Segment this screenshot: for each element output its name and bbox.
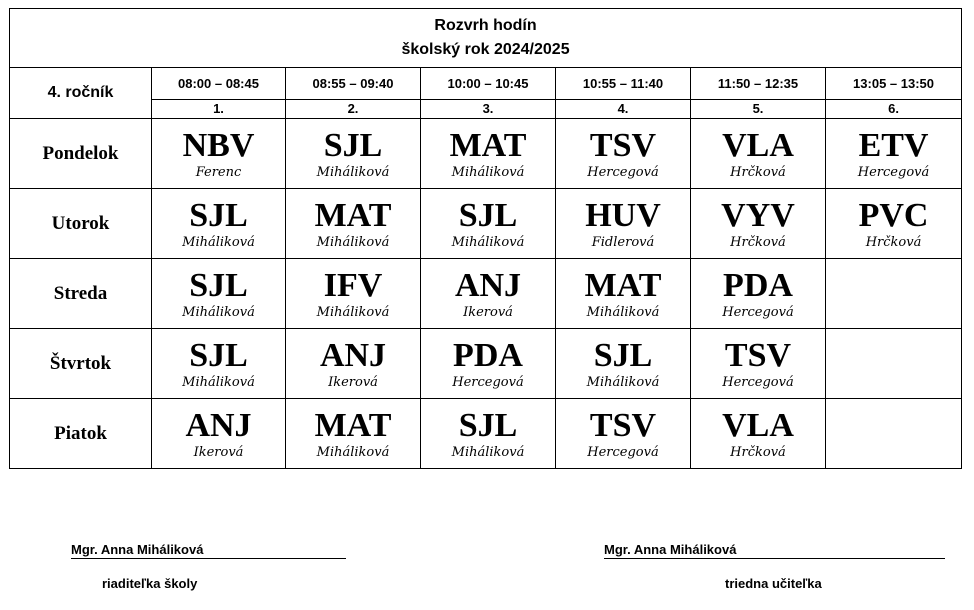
lesson-subject: VLA xyxy=(722,126,794,164)
lesson-teacher: Miháliková xyxy=(451,234,525,250)
lesson-teacher: Miháliková xyxy=(182,234,255,250)
lesson-cell xyxy=(826,119,962,189)
lesson-subject: SJL xyxy=(323,126,383,164)
signature-right-role: triedna učiteľka xyxy=(725,576,822,591)
signature-left-role: riaditeľka školy xyxy=(102,576,198,591)
lesson-teacher: Miháliková xyxy=(182,304,255,320)
title-line-2: školský rok 2024/2025 xyxy=(401,41,570,58)
lesson-cell xyxy=(286,119,421,189)
signature-left xyxy=(71,542,346,591)
lesson-cell xyxy=(152,259,286,329)
period-number: 1. xyxy=(152,100,286,119)
day-row xyxy=(10,119,962,189)
lesson-subject: VLA xyxy=(722,406,794,444)
lesson-teacher: Hrčková xyxy=(730,444,786,460)
lesson-subject: ANJ xyxy=(454,266,522,304)
period-time: 08:00 – 08:45 xyxy=(152,68,286,100)
lesson-teacher: Hrčková xyxy=(865,234,922,250)
day-rows xyxy=(10,119,962,469)
lesson-subject: SJL xyxy=(189,196,248,234)
lesson-teacher: Hrčková xyxy=(730,164,786,180)
lesson-teacher: Ikerová xyxy=(328,374,378,390)
lesson-cell xyxy=(421,189,556,259)
lesson-subject: IFV xyxy=(323,266,383,304)
day-name: Pondelok xyxy=(10,119,152,189)
lesson-cell xyxy=(691,119,826,189)
lesson-teacher: Fidlerová xyxy=(591,234,655,250)
lesson-cell xyxy=(556,259,691,329)
lesson-subject: MAT xyxy=(449,126,527,164)
lesson-teacher: Miháliková xyxy=(451,164,525,180)
lesson-cell xyxy=(556,189,691,259)
period-number: 6. xyxy=(826,100,962,119)
lesson-cell xyxy=(826,399,962,469)
period-time: 10:55 – 11:40 xyxy=(556,68,691,100)
lesson-cell xyxy=(421,399,556,469)
lesson-subject: PVC xyxy=(858,196,929,234)
lesson-cell xyxy=(691,399,826,469)
lesson-cell xyxy=(286,189,421,259)
lesson-teacher: Miháliková xyxy=(316,444,390,460)
lesson-cell xyxy=(421,329,556,399)
lesson-subject: TSV xyxy=(589,406,657,444)
lesson-cell xyxy=(556,399,691,469)
lesson-subject: TSV xyxy=(589,126,657,164)
grade-label: 4. ročník xyxy=(10,68,152,119)
lesson-teacher: Hercegová xyxy=(722,374,794,390)
lesson-teacher: Miháliková xyxy=(316,304,390,320)
lesson-subject: VYV xyxy=(721,196,795,234)
signature-right xyxy=(604,542,945,591)
lesson-cell xyxy=(421,259,556,329)
lesson-teacher: Miháliková xyxy=(316,164,390,180)
lesson-subject: MAT xyxy=(584,266,662,304)
lesson-teacher: Hercegová xyxy=(587,164,659,180)
period-time: 10:00 – 10:45 xyxy=(421,68,556,100)
lesson-subject: HUV xyxy=(585,196,661,234)
lesson-subject: ETV xyxy=(858,126,929,164)
lesson-subject: SJL xyxy=(458,406,518,444)
lesson-subject: SJL xyxy=(189,336,248,374)
day-name: Piatok xyxy=(10,399,152,469)
lesson-teacher: Ikerová xyxy=(463,304,513,320)
day-name: Utorok xyxy=(10,189,152,259)
signature-left-name: Mgr. Anna Miháliková xyxy=(71,542,346,559)
lesson-subject: PDA xyxy=(723,266,793,304)
lesson-subject: MAT xyxy=(314,406,392,444)
period-number: 4. xyxy=(556,100,691,119)
period-number: 5. xyxy=(691,100,826,119)
lesson-teacher: Ferenc xyxy=(195,164,242,180)
signature-right-name: Mgr. Anna Miháliková xyxy=(604,542,945,559)
lesson-subject: ANJ xyxy=(185,406,252,444)
lesson-teacher: Hercegová xyxy=(587,444,659,460)
lesson-cell xyxy=(152,189,286,259)
day-row xyxy=(10,329,962,399)
lesson-subject: ANJ xyxy=(319,336,387,374)
lesson-cell xyxy=(691,189,826,259)
period-time: 11:50 – 12:35 xyxy=(691,68,826,100)
lesson-cell xyxy=(286,259,421,329)
lesson-teacher: Miháliková xyxy=(586,304,660,320)
lesson-teacher: Hrčková xyxy=(730,234,786,250)
lesson-cell xyxy=(691,329,826,399)
lesson-subject: SJL xyxy=(458,196,518,234)
lesson-teacher: Miháliková xyxy=(451,444,525,460)
day-name: Streda xyxy=(10,259,152,329)
day-name: Štvrtok xyxy=(10,329,152,399)
lesson-cell xyxy=(286,329,421,399)
lesson-cell xyxy=(826,329,962,399)
period-time: 13:05 – 13:50 xyxy=(826,68,962,100)
lesson-subject: SJL xyxy=(593,336,653,374)
lesson-teacher: Miháliková xyxy=(182,374,255,390)
lesson-teacher: Hercegová xyxy=(452,374,524,390)
lesson-subject: NBV xyxy=(182,126,255,164)
lesson-cell xyxy=(152,399,286,469)
title-line-1: Rozvrh hodín xyxy=(434,17,537,34)
lesson-subject: PDA xyxy=(453,336,523,374)
lesson-cell xyxy=(691,259,826,329)
lesson-subject: SJL xyxy=(189,266,248,304)
lesson-cell xyxy=(421,119,556,189)
lesson-cell xyxy=(152,119,286,189)
timetable-title xyxy=(10,9,962,68)
lesson-cell xyxy=(826,189,962,259)
period-number: 2. xyxy=(286,100,421,119)
lesson-teacher: Miháliková xyxy=(316,234,390,250)
timetable xyxy=(9,8,962,469)
lesson-teacher: Hercegová xyxy=(722,304,794,320)
day-row xyxy=(10,189,962,259)
lesson-cell xyxy=(286,399,421,469)
period-time: 08:55 – 09:40 xyxy=(286,68,421,100)
lesson-cell xyxy=(556,329,691,399)
period-number: 3. xyxy=(421,100,556,119)
lesson-teacher: Ikerová xyxy=(193,444,244,460)
lesson-teacher: Hercegová xyxy=(857,164,930,180)
lesson-subject: MAT xyxy=(314,196,392,234)
lesson-teacher: Miháliková xyxy=(586,374,660,390)
lesson-subject: TSV xyxy=(724,336,792,374)
lesson-cell xyxy=(826,259,962,329)
day-row xyxy=(10,399,962,469)
lesson-cell xyxy=(152,329,286,399)
lesson-cell xyxy=(556,119,691,189)
day-row xyxy=(10,259,962,329)
